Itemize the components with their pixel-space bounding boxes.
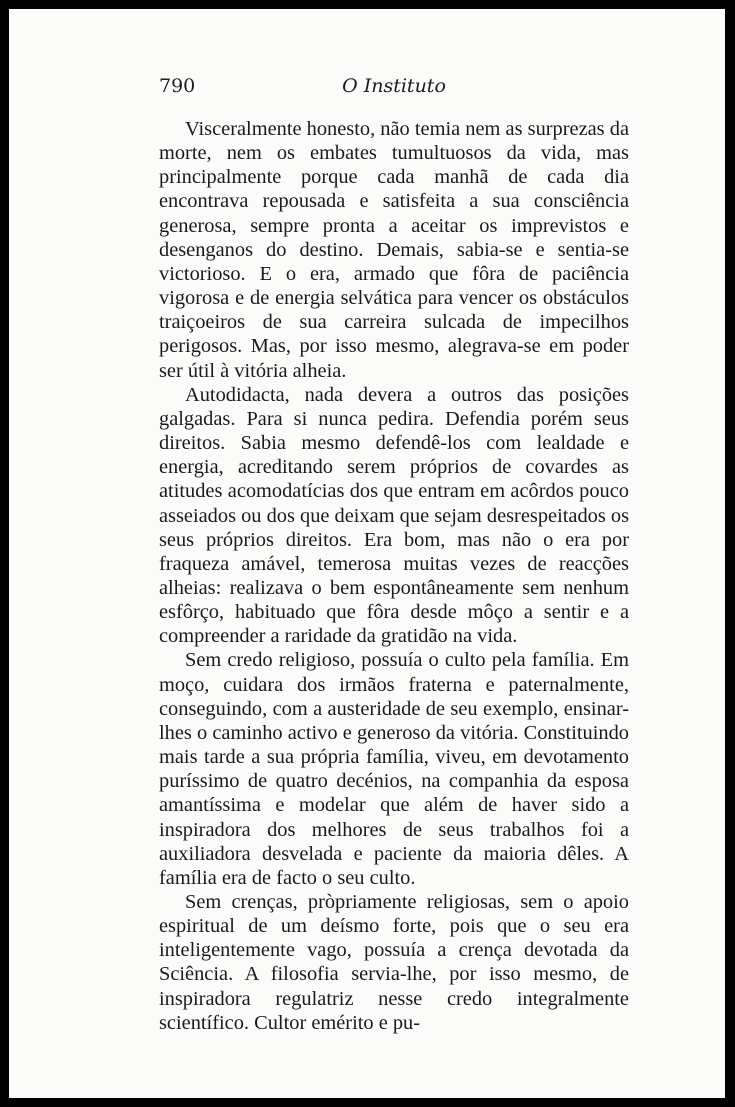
paragraph: Visceralmente honesto, não temia nem as surprezas da morte, nem os embates tumultuosos da vida, mas principalmente porque cada manhã de cada dia encontrava repousada e satisfeita a sua consciência generosa, sempre pronta a aceitar os imprevistos e desenganos do destino. Demais, sabia-se e sentia-se victorioso. E o era, armado que fôra de paciência vigorosa e de energia selvática para vencer os obstáculos traiçoeiros de sua carreira sulcada de impecilhos perigosos. Mas, por isso mesmo, alegrava-se em poder ser útil à vitória alheia. — [159, 118, 629, 382]
paragraph: Autodidacta, nada devera a outros das posições galgadas. Para si nunca pedira. Defendia porém seus direitos. Sabia mesmo defendê-los com lealdade e energia, acreditando serem próprios de covardes as atitudes acomodatícias dos que entram em acôrdos pouco asseiados ou dos que deixam que sejam desrespeitados os seus próprios direitos. Era bom, mas não o era por fraqueza amável, temerosa muitas vezes de reacções alheias: realizava o bem espontâneamente sem nenhum esfôrço, habituado que fôra desde môço a sentir e a compreender a raridade da gratidão na vida. — [159, 383, 630, 648]
running-title: O Instituto — [342, 75, 446, 97]
page-header — [159, 75, 629, 103]
body-text — [159, 117, 629, 1035]
page-number: 790 — [159, 75, 196, 97]
paragraph: Sem credo religioso, possuía o culto pela família. Em moço, cuidara dos irmãos fraterna e paternalmente, conseguindo, com a austeridade de seu exemplo, ensinar-lhes o caminho activo e generoso da vitória. Constituindo mais tarde a sua própria família, viveu, em devotamento puríssimo de quatro decénios, na companhia da esposa amantíssima e modelar que além de haver sido a inspiradora dos melhores de seus trabalhos foi a auxiliadora desvelada e paciente da maioria dêles. A família era de facto o seu culto. — [159, 649, 629, 889]
paragraph: Sem crenças, pròpriamente religiosas, sem o apoio espiritual de um deísmo forte, pois que o seu era inteligentemente vago, possuía a crença devotada da Sciência. A filosofia servia-lhe, por isso mesmo, de inspiradora regulatriz nesse credo integralmente scientífico. Cultor emérito e pu- — [159, 891, 629, 1034]
scanned-page — [9, 9, 725, 1098]
